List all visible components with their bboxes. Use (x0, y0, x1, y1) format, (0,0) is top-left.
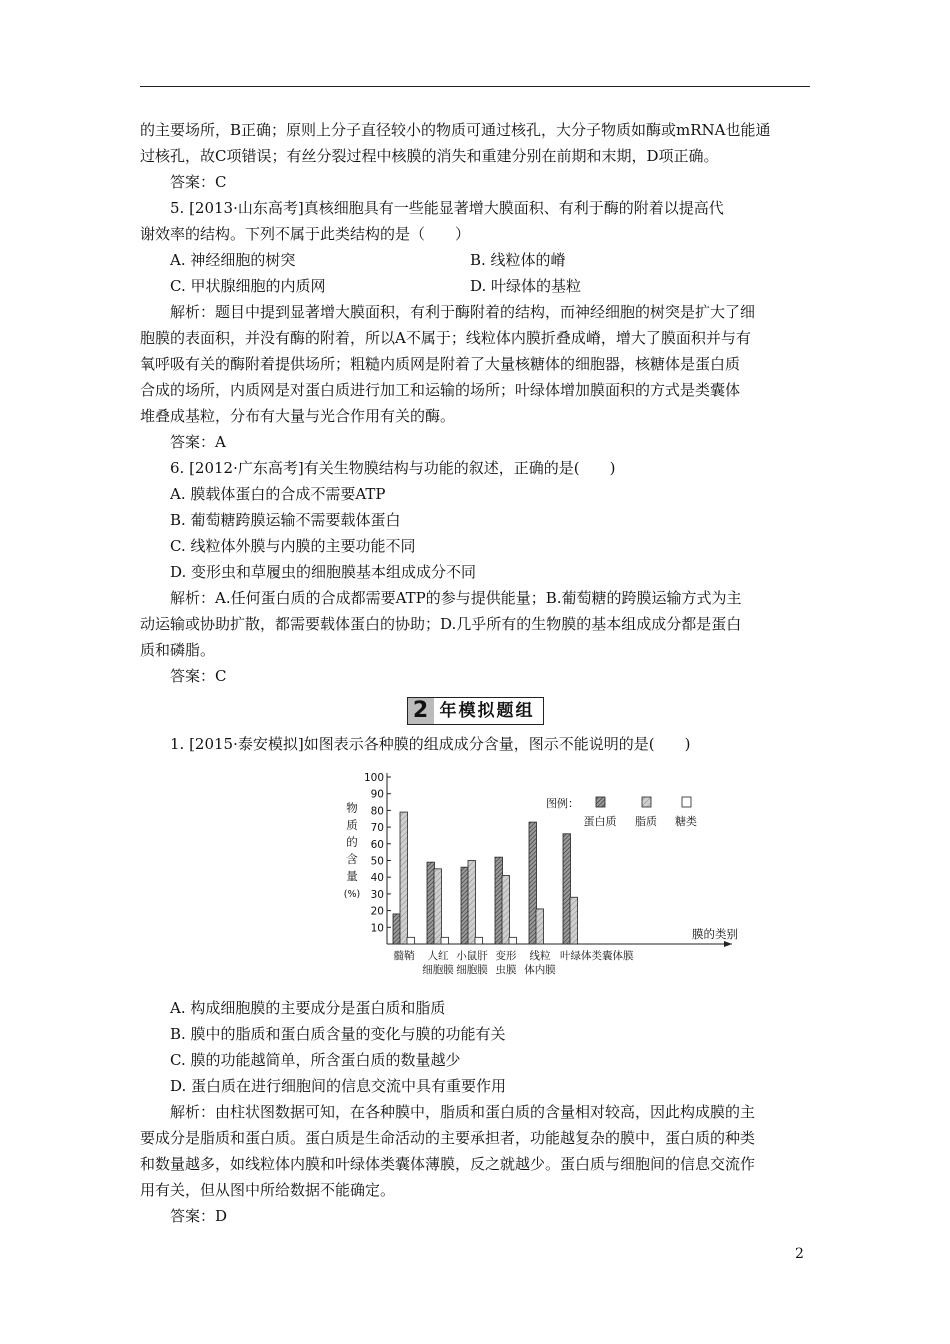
header-rule (140, 86, 810, 87)
x-tick-label: 细胞膜 (456, 964, 488, 976)
x-tick-label: 变形 (495, 950, 517, 962)
intro-line-1: 的主要场所，B正确；原则上分子直径较小的物质可通过核孔，大分子物质如酶或mRNA也能通 (140, 121, 771, 139)
bar-脂质 (570, 897, 578, 944)
y-axis-label-char: 物 (346, 801, 358, 815)
q5-option-d: D. 叶绿体的基粒 (470, 277, 582, 295)
page-content (140, 117, 810, 1229)
q6-option-d: D. 变形虫和草履虫的细胞膜基本组成成分不同 (170, 563, 477, 581)
q1-analysis-3: 和数量越多，如线粒体内膜和叶绿体类囊体薄膜，反之就越少。蛋白质与细胞间的信息交流作 (140, 1155, 756, 1173)
bar-脂质 (502, 876, 510, 944)
q5-options-row-2 (140, 273, 810, 299)
legend-title: 图例： (546, 797, 579, 810)
q5-analysis-2: 胞膜的表面积，并没有酶的附着，所以A不属于；线粒体内膜折叠成嵴，增大了膜面积并与有 (140, 329, 751, 347)
membrane-composition-chart (140, 759, 810, 991)
q6-analysis-2: 动运输或协助扩散，都需要载体蛋白的协助；D.几乎所有的生物膜的基本组成成分都是蛋白 (140, 615, 742, 633)
q5-answer: 答案：A (170, 433, 226, 451)
q5-option-a: A. 神经细胞的树突 (170, 251, 296, 269)
q6-answer: 答案：C (170, 667, 227, 685)
legend-label-糖类: 糖类 (675, 815, 697, 828)
bar-脂质 (434, 869, 442, 944)
q6-option-c: C. 线粒体外膜与内膜的主要功能不同 (170, 537, 416, 555)
bar-蛋白质 (563, 834, 571, 944)
bar-糖类 (407, 937, 415, 944)
q1-option-a: A. 构成细胞膜的主要成分是蛋白质和脂质 (170, 999, 446, 1017)
q6-analysis-3: 质和磷脂。 (140, 641, 216, 659)
y-tick-label: 80 (370, 805, 384, 818)
x-tick-label: 虫膜 (495, 964, 517, 976)
bar-脂质 (536, 909, 544, 944)
section-heading-box (407, 697, 544, 725)
y-tick-label: 10 (370, 922, 384, 935)
q5-analysis-text-1: ：题目中提到显著增大膜面积，有利于酶附着的结构，而神经细胞的树突是扩大了细 (200, 303, 756, 321)
section-heading (140, 695, 810, 727)
legend-label-蛋白质: 蛋白质 (583, 815, 617, 828)
bar-蛋白质 (495, 857, 503, 944)
q6-analysis-text-1: ：A.任何蛋白质的合成都需要ATP的参与提供能量；B.葡萄糖的跨膜运输方式为主 (200, 589, 742, 607)
chart-svg (140, 759, 810, 991)
y-tick-label: 50 (370, 855, 384, 868)
q1-answer: 答案：D (170, 1207, 228, 1225)
q1-option-d: D. 蛋白质在进行细胞间的信息交流中具有重要作用 (170, 1077, 507, 1095)
section-number: 2 (408, 698, 434, 724)
section-title: 年模拟题组 (439, 701, 535, 721)
x-tick-label: 线粒 (529, 950, 551, 962)
legend-label-脂质: 脂质 (635, 815, 657, 828)
bar-糖类 (475, 937, 483, 944)
q1-option-b: B. 膜中的脂质和蛋白质含量的变化与膜的功能有关 (170, 1025, 506, 1043)
q5-stem-2: 谢效率的结构。下列不属于此类结构的是（ ） (140, 225, 471, 243)
q5-analysis-1 (140, 299, 810, 325)
q5-analysis-4: 合成的场所，内质网是对蛋白质进行加工和运输的场所；叶绿体增加膜面积的方式是类囊体 (140, 381, 741, 399)
q1-stem: 1. [2015·泰安模拟]如图表示各种膜的组成成分含量，图示不能说明的是( ) (170, 735, 691, 753)
q1-analysis-label: 解析 (170, 1103, 201, 1121)
bar-糖类 (509, 937, 517, 944)
legend-swatch-蛋白质 (596, 797, 605, 807)
bar-脂质 (468, 861, 476, 945)
y-axis-label-char: 含 (346, 852, 358, 866)
bar-蛋白质 (427, 862, 435, 944)
y-axis-label-char: 的 (346, 835, 358, 849)
q5-options-row-1 (140, 247, 810, 273)
q1-analysis-4: 用有关，但从图中所给数据不能确定。 (140, 1181, 396, 1199)
q5-analysis-3: 氧呼吸有关的酶附着提供场所；粗糙内质网是附着了大量核糖体的细胞器，核糖体是蛋白质 (140, 355, 741, 373)
y-tick-label: 100 (363, 772, 384, 784)
q6-analysis-label: 解析 (170, 589, 201, 607)
q1-analysis-2: 要成分是脂质和蛋白质。蛋白质是生命活动的主要承担者，功能越复杂的膜中，蛋白质的种类 (140, 1129, 756, 1147)
y-tick-label: 70 (370, 822, 384, 835)
y-tick-label: 90 (370, 788, 384, 801)
x-tick-label: 细胞膜 (422, 964, 454, 976)
q6-option-b: B. 葡萄糖跨膜运输不需要载体蛋白 (170, 511, 401, 529)
q1-analysis-text-1: ：由柱状图数据可知，在各种膜中，脂质和蛋白质的含量相对较高，因此构成膜的主 (200, 1103, 756, 1121)
q5-analysis-label: 解析 (170, 303, 201, 321)
y-axis-label-char: 质 (346, 818, 358, 832)
bar-脂质 (400, 812, 408, 944)
q5-stem-1: 5. [2013·山东高考]真核细胞具有一些能显著增大膜面积、有利于酶的附着以提高代 (170, 199, 724, 217)
bar-糖类 (441, 937, 449, 944)
q6-option-a: A. 膜载体蛋白的合成不需要ATP (170, 485, 386, 503)
y-tick-label: 30 (370, 888, 384, 901)
intro-answer: 答案：C (170, 173, 227, 191)
page-number: 2 (795, 1246, 804, 1262)
x-tick-label: 人红 (427, 950, 449, 962)
q6-analysis-1 (140, 585, 810, 611)
q5-analysis-5: 堆叠成基粒，分布有大量与光合作用有关的酶。 (140, 407, 456, 425)
q5-option-b: B. 线粒体的嵴 (470, 251, 566, 269)
x-axis-arrow (724, 941, 732, 947)
x-tick-label: 体内膜 (524, 964, 556, 976)
intro-line-2: 过核孔，故C项错误；有丝分裂过程中核膜的消失和重建分别在前期和末期，D项正确。 (140, 147, 719, 165)
q1-option-c: C. 膜的功能越简单，所含蛋白质的数量越少 (170, 1051, 461, 1069)
y-tick-label: 60 (370, 838, 384, 851)
x-axis-label: 膜的类别 (692, 927, 738, 941)
y-axis-label-char: (%) (343, 889, 361, 900)
y-tick-label: 20 (370, 905, 384, 918)
y-axis-label-char: 量 (346, 869, 358, 883)
x-tick-label: 髓鞘 (393, 950, 415, 962)
y-tick-label: 40 (370, 872, 384, 885)
legend-swatch-糖类 (682, 797, 691, 807)
q6-stem: 6. [2012·广东高考]有关生物膜结构与功能的叙述，正确的是( ) (170, 459, 616, 477)
x-tick-label: 叶绿体类囊体膜 (560, 950, 634, 962)
bar-蛋白质 (461, 867, 469, 944)
q1-analysis-1 (140, 1099, 810, 1125)
bar-蛋白质 (393, 914, 401, 944)
q5-option-c: C. 甲状腺细胞的内质网 (170, 277, 326, 295)
x-tick-label: 小鼠肝 (456, 950, 488, 962)
bar-蛋白质 (529, 822, 537, 944)
legend-swatch-脂质 (642, 797, 651, 807)
